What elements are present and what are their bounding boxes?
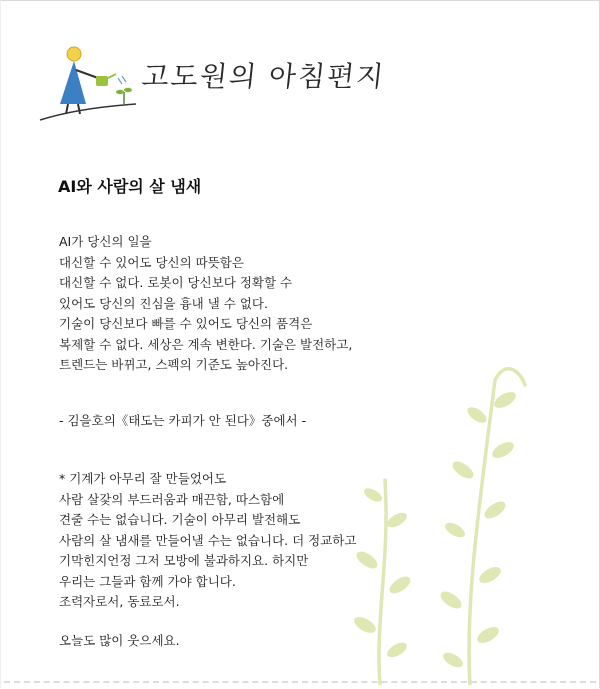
- note-line: * 기계가 아무리 잘 만들었어도: [59, 471, 227, 486]
- quote-source: - 김을호의《태도는 카피가 안 된다》중에서 -: [59, 413, 307, 428]
- passage-line: AI가 당신의 일을: [59, 234, 152, 249]
- note-line: 기막힌지언정 그저 모방에 불과하지요. 하지만: [59, 553, 309, 568]
- note-line: 우리는 그들과 함께 가야 합니다.: [59, 573, 236, 589]
- article-title: AI와 사람의 살 냄새: [58, 177, 202, 196]
- passage-line: 대신할 수 없다. 로봇이 당신보다 정확할 수: [59, 275, 293, 290]
- passage-line: 트렌드는 바뀌고, 스펙의 기준도 높아진다.: [59, 357, 289, 372]
- note-line: 사람 살갗의 부드러움과 매끈함, 따스함에: [59, 491, 285, 507]
- passage-line: 기술이 당신보다 빠를 수 있어도 당신의 품격은: [59, 316, 313, 331]
- quote-passage: [59, 232, 352, 376]
- passage-line: 대신할 수 있어도 당신의 따뜻함은: [59, 254, 244, 270]
- passage-line: 복제할 수 없다. 세상은 계속 변한다. 기술은 발전하고,: [59, 336, 353, 352]
- passage-line: 있어도 당신의 진심을 흉내 낼 수 없다.: [59, 295, 268, 311]
- closing-greeting: 오늘도 많이 웃으세요.: [59, 633, 180, 648]
- note-line: 조력자로서, 동료로서.: [59, 594, 180, 609]
- note-line: 견줄 수는 없습니다. 기술이 아무리 발전해도: [59, 512, 301, 527]
- editor-note: [59, 469, 356, 613]
- site-title: 고도원의 아침편지: [140, 60, 387, 93]
- note-line: 사람의 살 냄새를 만들어낼 수는 없습니다. 더 정교하고: [59, 532, 357, 548]
- vine-leaves-icon: [345, 360, 545, 685]
- woman-watering-plant-icon: [38, 40, 138, 126]
